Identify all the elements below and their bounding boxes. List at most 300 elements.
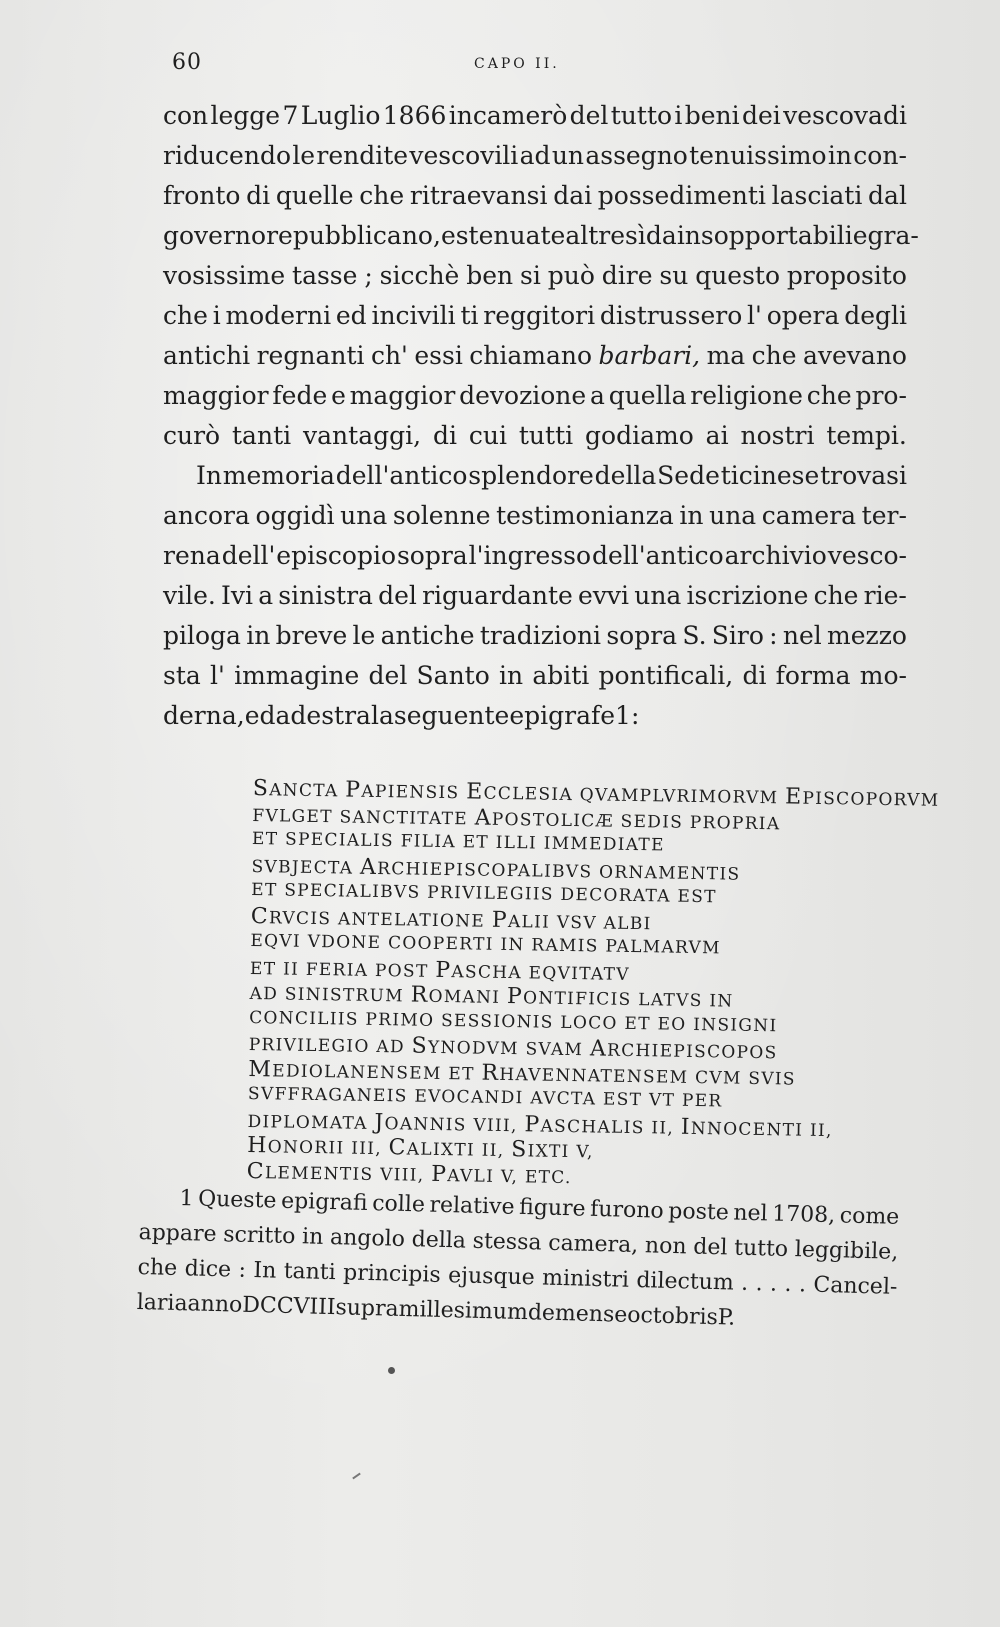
epigraph-word: ET [251, 828, 279, 850]
word: S. [682, 621, 707, 650]
word: repubblicano, [266, 221, 441, 250]
word: ed [244, 701, 276, 730]
word: ancora [163, 501, 250, 530]
word: di [246, 181, 271, 210]
word: : [238, 1257, 247, 1283]
word: gra- [867, 221, 919, 250]
word: solenne [392, 501, 491, 530]
word: mo- [859, 661, 907, 690]
epigraph-word: HONORII [246, 1132, 345, 1159]
epigraph-word: PAPIENSIS [345, 777, 460, 804]
word: a [589, 381, 605, 410]
word: breve [275, 621, 348, 650]
epigraph-word: ORNAMENTIS [598, 861, 741, 885]
epigraph-word: PRIVILEGIO [248, 1034, 370, 1057]
word: ticinese [720, 461, 820, 490]
word: godiamo [585, 421, 694, 450]
epigraph-word: DECORATA [560, 884, 671, 907]
epigraph-word: ILLI [495, 832, 538, 854]
word: testimonianza [496, 501, 674, 530]
epigraph-word: SVFFRAGANEIS [247, 1083, 408, 1107]
word: rendite [316, 141, 409, 170]
text-line [163, 376, 907, 416]
epigraph-word: ARCHIEPISCOPALIBVS [359, 854, 593, 882]
word: dal [868, 181, 907, 210]
word: trovasi [820, 461, 907, 490]
epigraph-word: CLEMENTIS [246, 1158, 374, 1185]
word: archivio [724, 541, 827, 570]
word: riguardante [422, 581, 573, 610]
epigraph-word: AD [249, 983, 279, 1005]
epigraph-word: SVAM [525, 1039, 584, 1061]
word: poste [667, 1198, 730, 1226]
word: destra [290, 701, 371, 730]
epigraph-word: ECCLESIA [465, 779, 574, 806]
text-line [163, 616, 907, 656]
word: del [692, 1234, 728, 1261]
epigraph-word: II, [481, 1140, 505, 1161]
word: beni [684, 101, 740, 130]
word: rie- [863, 581, 907, 610]
epigraph-word: VDONE [307, 931, 382, 954]
word: su [659, 261, 689, 290]
text-line [163, 296, 907, 336]
epigraph-word: PALII [491, 907, 551, 933]
word: evvi [578, 581, 630, 610]
text-line [163, 536, 907, 576]
word: ai [705, 421, 729, 450]
word: scritto [222, 1222, 296, 1250]
word: colle [371, 1191, 426, 1218]
epigraph-word: POST [374, 960, 429, 982]
word: . [798, 1272, 807, 1298]
word: una [634, 581, 682, 610]
word: nostri [740, 421, 815, 450]
word: mense [554, 1300, 628, 1328]
epigraph-word: FILIA [400, 831, 457, 853]
word: i [674, 101, 683, 130]
word: si [520, 261, 541, 290]
epigraph-word: APOSTOLICÆ [474, 804, 615, 832]
word: stessa [472, 1228, 542, 1256]
epigraph-word: EPISCOPORVM [784, 784, 940, 811]
word: anno [187, 1291, 243, 1318]
word: 1708, [771, 1201, 836, 1229]
word: come [839, 1203, 900, 1230]
word: : [769, 621, 778, 650]
word: pro- [855, 381, 907, 410]
word: . [755, 1271, 763, 1297]
epigraph-word: PER [681, 1090, 723, 1112]
word: con [163, 101, 209, 130]
word: tasse [292, 261, 358, 290]
word: e [331, 381, 346, 410]
epigraph-word: VSV [556, 912, 598, 933]
word: che [163, 301, 208, 330]
word: del [378, 581, 417, 610]
epigraph-word: IN [500, 934, 525, 956]
word: antiche [380, 621, 475, 650]
epigraph-word: SYNODVM [411, 1033, 519, 1060]
word: ; [364, 261, 373, 290]
text-line [163, 456, 907, 496]
word: non [644, 1233, 687, 1260]
word: tutto [610, 101, 673, 130]
word: religione [690, 381, 803, 410]
epigraph-word: V, [576, 1142, 594, 1163]
epigraph-word: CONCILIIS [249, 1007, 359, 1030]
epigraph-word: PASCHALIS [524, 1111, 645, 1138]
body-text [163, 96, 919, 736]
word: e [852, 221, 868, 250]
word: lasciati [771, 181, 863, 210]
word: 1 [179, 1186, 194, 1212]
epigraph-word: RHAVENNATENSEM [481, 1060, 689, 1088]
word: ed [335, 301, 367, 330]
word: dilectum [636, 1268, 735, 1296]
word: furono [589, 1196, 665, 1224]
text-line [163, 96, 907, 136]
word: vile. [163, 581, 216, 610]
epigraph-word: COOPERTI [387, 933, 494, 955]
word: di [432, 421, 457, 450]
word: chiamano [469, 341, 593, 370]
word: In [196, 461, 222, 490]
text-line [163, 256, 907, 296]
word: ch' [370, 341, 408, 370]
word: octobris [626, 1302, 719, 1331]
word: derna, [163, 701, 245, 730]
page-number: 60 [172, 50, 202, 75]
word: in [301, 1224, 324, 1250]
epigraph-word: III, [351, 1138, 383, 1160]
epigraph-word: PRIMO [365, 1009, 435, 1031]
word: regnanti [256, 341, 365, 370]
epigraph-word: EST [677, 886, 717, 908]
word: In [253, 1258, 277, 1284]
word: sicchè [379, 261, 460, 290]
word: degli [844, 301, 907, 330]
epigraph-word: MEDIOLANENSEM [248, 1056, 442, 1084]
word: ma [706, 341, 746, 370]
epigraph-word: ET [462, 832, 490, 853]
word: Siro [711, 621, 764, 650]
epigraph-word: II, [651, 1117, 675, 1139]
epigraph-word: VIII, [379, 1164, 425, 1186]
epigraph-word: SPECIALIS [284, 829, 395, 852]
epigraph-word: SEDIS [620, 811, 684, 833]
epigraph-word: PAVLI [430, 1161, 495, 1187]
word: fede [272, 381, 328, 410]
word: le [292, 141, 316, 170]
word: le [352, 621, 376, 650]
word: leggibile, [794, 1237, 899, 1265]
text-line [163, 496, 907, 536]
epigraph-word: RAMIS [531, 935, 599, 957]
word: del [368, 661, 408, 690]
word: opera [766, 301, 840, 330]
word: ad [519, 141, 551, 170]
epigraph-word: CVM [694, 1067, 742, 1089]
word: una [340, 501, 388, 530]
word: vesco- [827, 541, 907, 570]
word: sinistra [278, 581, 373, 610]
word: ben [466, 261, 514, 290]
epigraph-word: EVOCANDI [414, 1086, 524, 1109]
word: relative [429, 1192, 515, 1220]
epigraph-word: EO [657, 1013, 687, 1035]
word: assegno [585, 141, 688, 170]
word: quelle [275, 181, 354, 210]
word: pontificali, [598, 661, 734, 690]
epigraph-word: ET [448, 1063, 475, 1085]
word: dei [741, 101, 781, 130]
word: iscrizione [686, 581, 809, 610]
epigraph-word: II [282, 958, 300, 980]
word: ejusque [447, 1263, 536, 1291]
word: angolo [329, 1224, 406, 1252]
word: 1 [615, 701, 631, 730]
word: della [594, 461, 657, 490]
word: dice [184, 1256, 232, 1283]
word: dai [553, 181, 593, 210]
epigraph-word: AD [376, 1036, 406, 1058]
word: sta [163, 661, 201, 690]
word: in [827, 141, 852, 170]
epigraph-word: PALMARVM [605, 936, 721, 959]
word: vescovadi [783, 101, 907, 130]
word: sopra [396, 541, 468, 570]
epigraph-word: ET [624, 1013, 651, 1034]
word: maggior [163, 381, 269, 410]
word: immagine [234, 661, 360, 690]
word: cui [468, 421, 507, 450]
word: Luglio [300, 101, 381, 130]
epigraph-word: SINISTRUM [284, 984, 405, 1007]
text-line [163, 416, 907, 456]
word: forma [775, 661, 851, 690]
chapter-title: CAPO II. [474, 56, 560, 72]
word: Queste [197, 1186, 277, 1214]
word: ritraevansi [409, 181, 548, 210]
text-line [163, 136, 907, 176]
word: maggior [349, 381, 456, 410]
word: una [709, 501, 757, 530]
word: sopra [606, 621, 678, 650]
word: dire [601, 261, 653, 290]
epigraph-word: PONTIFICIS [506, 984, 632, 1010]
epigraph-word: ET [251, 879, 278, 901]
word: di [742, 661, 767, 690]
word: moderni [225, 301, 332, 330]
epigraph-word: SVIS [748, 1068, 796, 1090]
word: l' [747, 301, 762, 330]
word: de [527, 1300, 556, 1326]
word: camera, [547, 1230, 639, 1259]
word: quella [608, 381, 687, 410]
word: che [137, 1254, 178, 1282]
epigraph-word: PRIVILEGIIS [427, 882, 554, 905]
word: abiti [532, 661, 590, 690]
word: che [813, 581, 859, 610]
word: . [740, 1270, 749, 1296]
word: legge [210, 101, 281, 130]
word: l' [210, 661, 225, 690]
word: un [551, 141, 585, 170]
word: curò [163, 421, 221, 450]
epigraph-word: VT [648, 1090, 676, 1111]
epigraph-word: SANCTITATE [339, 806, 469, 829]
word: può [547, 261, 595, 290]
epigraph-word: ET [249, 958, 277, 979]
word: nel [733, 1200, 768, 1227]
ink-spot [388, 1367, 395, 1374]
word: Santo [416, 661, 490, 690]
word: fronto [163, 181, 241, 210]
epigraph-word: SPECIALIBVS [284, 880, 421, 903]
word: ti [460, 301, 479, 330]
text-line [163, 216, 919, 256]
word: principis [342, 1260, 442, 1288]
word: dell'antico [335, 461, 468, 490]
running-head [168, 50, 928, 80]
word: nel [782, 621, 822, 650]
epigraph-word: FERIA [305, 959, 369, 981]
epigraph-word: EQVITATV [528, 962, 630, 985]
text-line [163, 656, 907, 696]
word: 7 [282, 101, 299, 130]
word: vescovili [409, 141, 519, 170]
word: splendore [468, 461, 594, 490]
word: tanti [283, 1258, 337, 1286]
epigraph-word: II, [809, 1120, 833, 1141]
word: piloga [163, 621, 241, 650]
word: tutti [518, 421, 574, 450]
epigraph-word: V, [500, 1166, 519, 1187]
epigraph-word: AVCTA [530, 1088, 597, 1110]
word: . [769, 1271, 778, 1297]
epigraph-word: EST [602, 1089, 643, 1111]
epigraph-word: CRVCIS [250, 903, 332, 929]
epigraph-word: FVLGET [252, 805, 334, 827]
word: della [411, 1227, 467, 1254]
word: episcopio [276, 541, 397, 570]
word: P. [717, 1305, 736, 1331]
epigraph-word: ETC. [524, 1166, 572, 1188]
epigraph-word: ROMANI [410, 982, 501, 1008]
word: antichi [163, 341, 251, 370]
word: proposito [786, 261, 907, 290]
epigraph-word: EQVI [250, 930, 302, 952]
text-line [163, 576, 907, 616]
word: camera [761, 501, 857, 530]
word: epigrafe [509, 701, 616, 730]
word: Sede [657, 461, 720, 490]
word: memoria [222, 461, 335, 490]
word: ter- [861, 501, 907, 530]
word: estenuate [440, 221, 566, 250]
word: Cancel- [813, 1272, 898, 1300]
word: reggitori [483, 301, 596, 330]
word: tutto [733, 1235, 789, 1262]
epigraph-word: QVAMPLVRIMORVM [579, 785, 779, 809]
epigraph-word: INSIGNI [693, 1014, 778, 1036]
epigraph-word: SESSIONIS [440, 1010, 554, 1033]
footnote [136, 1180, 899, 1340]
word: avevano [802, 341, 907, 370]
text-line [163, 176, 907, 216]
word: essi [414, 341, 463, 370]
epigraph-word: ARCHIEPISCOPOS [589, 1036, 778, 1064]
word: riducendo [163, 141, 292, 170]
epigraph-word: PROPRIA [689, 812, 781, 834]
epigraph-word: ANTELATIONE [337, 908, 486, 932]
word: che [806, 381, 852, 410]
text-line [163, 696, 907, 736]
epigraph-word: IMMEDIATE [543, 833, 665, 856]
epigraph-word: INNOCENTI [680, 1114, 804, 1141]
word: supra [335, 1295, 400, 1322]
ink-mark [352, 1473, 361, 1480]
word: tanti [232, 421, 292, 450]
word: a [258, 581, 274, 610]
word: l'ingresso [468, 541, 592, 570]
epigraph-word: VIII, [473, 1115, 518, 1136]
epigraph-word: SVBJECTA [251, 856, 354, 879]
word: dell' [221, 541, 276, 570]
epigraph-word: SANCTA [252, 776, 339, 802]
word: che [751, 341, 797, 370]
word: la [370, 701, 394, 730]
text-line [163, 336, 907, 376]
word: in [499, 661, 524, 690]
epigraph-word: CALIXTI [388, 1135, 476, 1161]
word: devozione [459, 381, 587, 410]
word: governo [163, 221, 267, 250]
epigraph-word: LATVS [638, 990, 703, 1012]
word: che [359, 181, 405, 210]
word: tenuissimo [689, 141, 827, 170]
epigraph-word: SIXTI [511, 1137, 570, 1163]
word: incivili [371, 301, 456, 330]
word: rena [163, 541, 221, 570]
word: vosissime [163, 261, 286, 290]
word: ministri [541, 1265, 630, 1293]
word: oggidì [255, 501, 335, 530]
word: da [645, 221, 677, 250]
word: incamerò [448, 101, 568, 130]
epigraph-word: JOANNIS [374, 1109, 467, 1135]
word: barbari, [598, 341, 701, 370]
word: questo [695, 261, 781, 290]
word: del [569, 101, 609, 130]
word: con- [853, 141, 907, 170]
word: altresì [565, 221, 646, 250]
word: possedimenti [597, 181, 766, 210]
word: 1866 [382, 101, 447, 130]
word: . [784, 1271, 792, 1298]
word: millesimum [398, 1296, 529, 1326]
epigraph-word: ALBI [603, 913, 652, 934]
word: tempi. [826, 421, 907, 450]
word: appare [138, 1219, 217, 1248]
word: : [630, 701, 640, 730]
word: in [679, 501, 704, 530]
epigraph-word: DIPLOMATA [247, 1111, 368, 1134]
word: mezzo [827, 621, 907, 650]
epigraph-inscription [246, 776, 940, 1194]
word: distrussero [599, 301, 743, 330]
